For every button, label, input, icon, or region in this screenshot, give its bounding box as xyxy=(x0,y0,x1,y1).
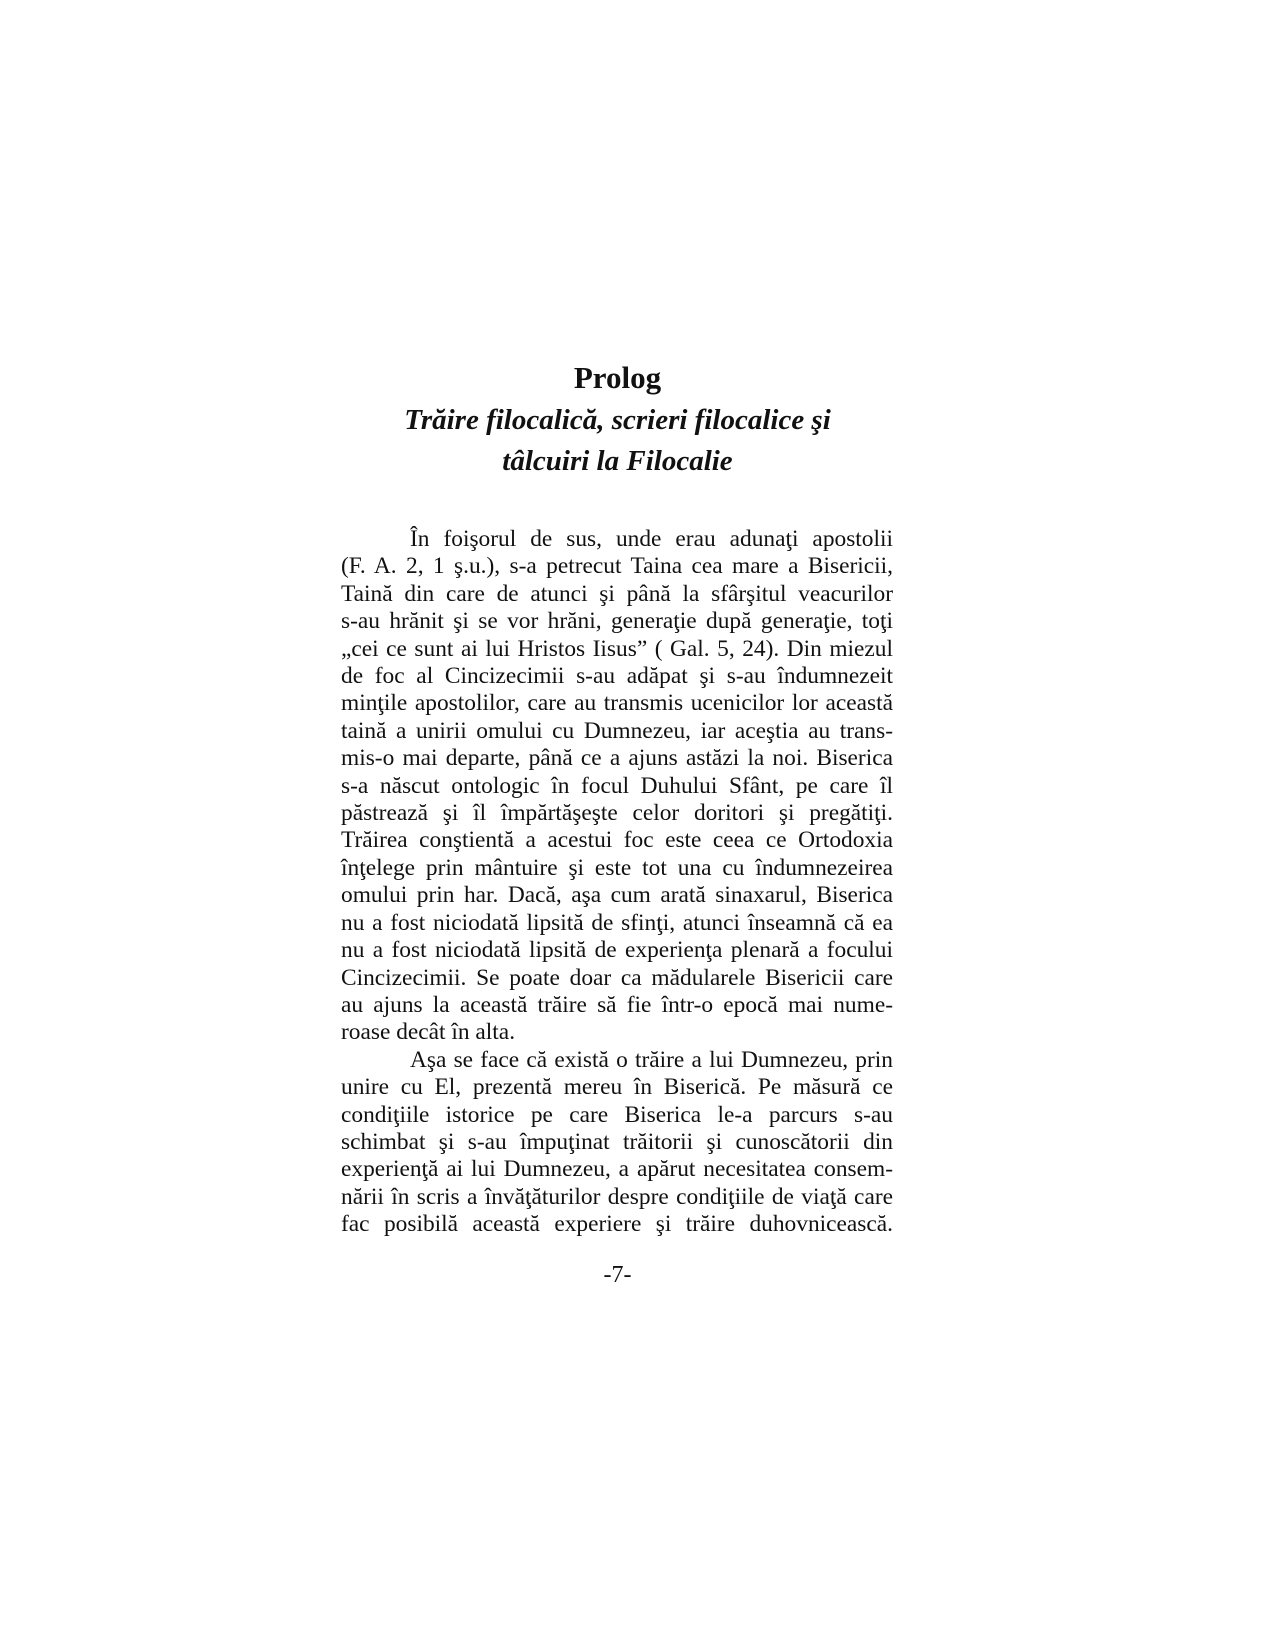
text-line: Trăirea conştientă a acestui foc este ceea ce Ortodoxia xyxy=(341,827,893,854)
paragraph xyxy=(341,526,893,1047)
text-line: În foişorul de sus, unde erau adunaţi apostolii xyxy=(410,526,893,552)
text-line: Cincizecimii. Se poate doar ca mădularele Bisericii care xyxy=(341,964,893,991)
text-line: s-a născut ontologic în focul Duhului Sfânt, pe care îl xyxy=(341,772,893,799)
text-line: taină a unirii omului cu Dumnezeu, iar aceştia au trans- xyxy=(341,717,893,744)
text-line: schimbat şi s-au împuţinat trăitorii şi cunoscătorii din xyxy=(341,1128,893,1155)
text-line: unire cu El, prezentă mereu în Biserică. Pe măsură ce xyxy=(341,1074,893,1101)
text-line: de foc al Cincizecimii s-au adăpat şi s-au îndumnezeit xyxy=(341,663,893,690)
text-line: condiţiile istorice pe care Biserica le-a parcurs s-au xyxy=(341,1101,893,1128)
page-subtitle-line-2: tâlcuiri la Filocalie xyxy=(502,445,733,477)
paragraph xyxy=(341,1047,893,1239)
text-line: s-au hrănit şi se vor hrăni, generaţie după generaţie, toţi xyxy=(341,608,893,635)
text-line: nu a fost niciodată lipsită de experienţa plenară a focului xyxy=(341,937,893,964)
text-line: (F. A. 2, 1 ş.u.), s-a petrecut Taina cea mare a Bisericii, xyxy=(341,553,893,580)
page-subtitle-line-1: Trăire filocalică, scrieri filocalice şi xyxy=(404,404,831,436)
text-line: „cei ce sunt ai lui Hristos Iisus” ( Gal. 5, 24). Din miezul xyxy=(341,635,893,662)
text-line: mis-o mai departe, până ce a ajuns astăzi la noi. Biserica xyxy=(341,745,893,772)
text-line: roase decât în alta. xyxy=(341,1019,516,1046)
text-line: Taină din care de atunci şi până la sfârşitul veacurilor xyxy=(341,580,893,607)
text-line: Aşa se face că există o trăire a lui Dumnezeu, prin xyxy=(410,1046,893,1073)
text-line: minţile apostolilor, care au transmis ucenicilor lor această xyxy=(341,690,893,717)
body-text xyxy=(341,526,893,1239)
page-number: -7- xyxy=(603,1262,632,1288)
text-line: nu a fost niciodată lipsită de sfinţi, atunci înseamnă că ea xyxy=(341,909,893,936)
page-title: Prolog xyxy=(573,360,662,395)
text-line: înţelege prin mântuire şi este tot una cu îndumnezeirea xyxy=(341,854,893,881)
text-line: au ajuns la această trăire să fie într-o epocă mai nume- xyxy=(341,991,893,1018)
text-line: experienţă ai lui Dumnezeu, a apărut necesitatea consem- xyxy=(341,1156,893,1183)
text-line: fac posibilă această experiere şi trăire duhovnicească. xyxy=(341,1211,893,1238)
text-line: nării în scris a învăţăturilor despre condiţiile de viaţă care xyxy=(341,1183,893,1210)
text-line: păstrează şi îl împărtăşeşte celor doritori şi pregătiţi. xyxy=(341,800,893,827)
text-line: omului prin har. Dacă, aşa cum arată sinaxarul, Biserica xyxy=(341,882,893,909)
